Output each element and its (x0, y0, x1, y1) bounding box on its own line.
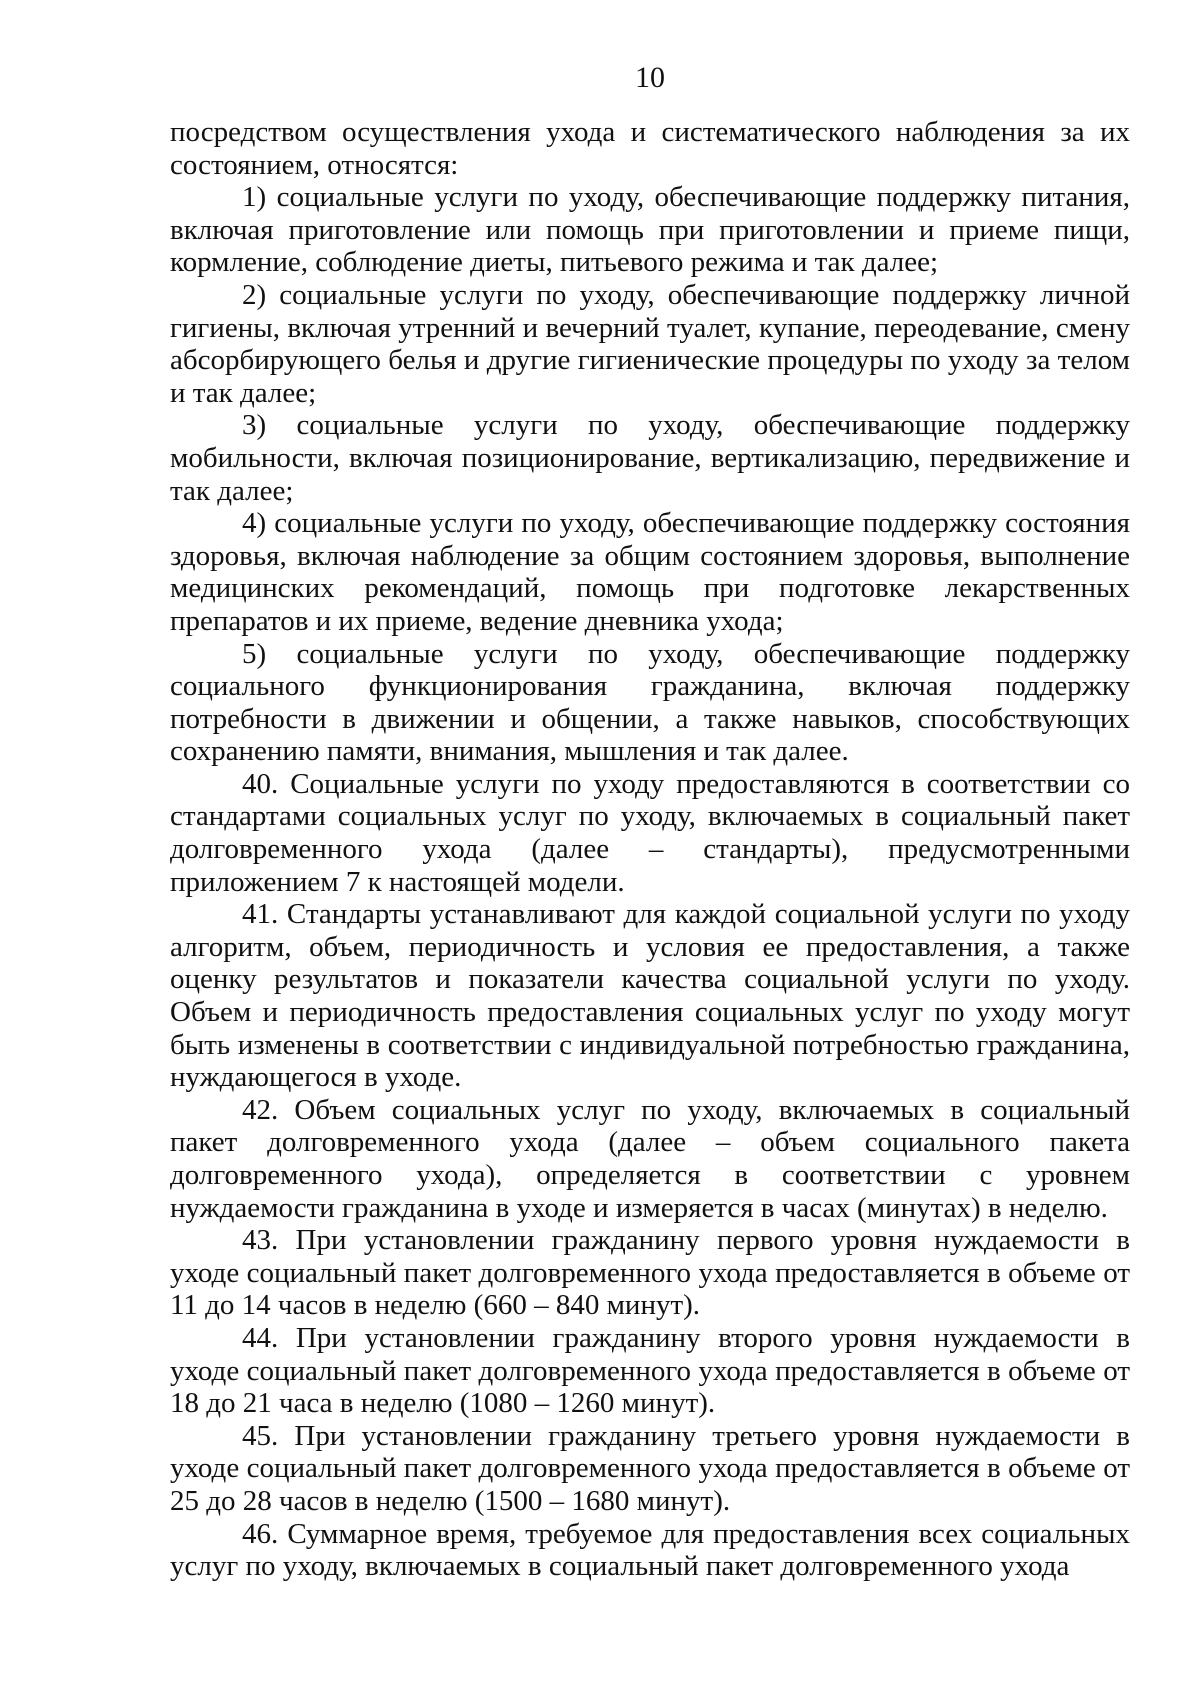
paragraph-clause-40: 40. Социальные услуги по уходу предоставляются в соответствии со стандартами социальных услуг по уходу, включаемых в социальный пакет долговременного ухода (далее – стандарты), предусмотренными приложением 7 к настоящей модели. (170, 767, 1130, 898)
paragraph-item-1: 1) социальные услуги по уходу, обеспечивающие поддержку питания, включая приготовление или помощь при приготовлении и приеме пищи, кормление, соблюдение диеты, питьевого режима и так далее; (170, 181, 1130, 279)
paragraph-clause-44: 44. При установлении гражданину второго уровня нуждаемости в уходе социальный пакет долговременного ухода предоставляется в объеме от 18 до 21 часа в неделю (1080 – 1260 минут). (170, 1321, 1130, 1420)
paragraph-continuation: посредством осуществления ухода и систематического наблюдения за их состоянием, относятся: (170, 116, 1130, 181)
page-number: 10 (635, 61, 665, 94)
paragraph-item-4: 4) социальные услуги по уходу, обеспечивающие поддержку состояния здоровья, включая наблюдение за общим состоянием здоровья, выполнение медицинских рекомендаций, помощь при подготовке лекарственных препаратов и их приеме, ведение дневника ухода; (170, 507, 1130, 637)
document-body (170, 116, 1130, 1583)
paragraph-clause-46: 46. Суммарное время, требуемое для предоставления всех социальных услуг по уходу, включаемых в социальный пакет долговременного ухода (170, 1517, 1130, 1583)
paragraph-item-5: 5) социальные услуги по уходу, обеспечивающие поддержку социального функционирования гражданина, включая поддержку потребности в движении и общении, а также навыков, способствующих сохранению памяти, внимания, мышления и так далее. (170, 637, 1130, 768)
paragraph-clause-43: 43. При установлении гражданину первого уровня нуждаемости в уходе социальный пакет долговременного ухода предоставляется в объеме от 11 до 14 часов в неделю (660 – 840 минут). (170, 1224, 1130, 1322)
paragraph-clause-45: 45. При установлении гражданину третьего уровня нуждаемости в уходе социальный пакет долговременного ухода предоставляется в объеме от 25 до 28 часов в неделю (1500 – 1680 минут). (170, 1419, 1130, 1517)
paragraph-clause-41: 41. Стандарты устанавливают для каждой социальной услуги по уходу алгоритм, объем, периодичность и условия ее предоставления, а также оценку результатов и показатели качества социальной услуги по уходу. Объем и периодичность предоставления социальных услуг по уходу могут быть изменены в соответствии с индивидуальной потребностью гражданина, нуждающегося в уходе. (170, 898, 1130, 1094)
paragraph-item-3: 3) социальные услуги по уходу, обеспечивающие поддержку мобильности, включая позиционирование, вертикализацию, передвижение и так далее; (170, 409, 1130, 507)
paragraph-clause-42: 42. Объем социальных услуг по уходу, включаемых в социальный пакет долговременного ухода (далее – объем социального пакета долговременного ухода), определяется в соответствии с уровнем нуждаемости гражданина в уходе и измеряется в часах (минутах) в неделю. (170, 1093, 1130, 1224)
paragraph-item-2: 2) социальные услуги по уходу, обеспечивающие поддержку личной гигиены, включая утренний и вечерний туалет, купание, переодевание, смену абсорбирующего белья и другие гигиенические процедуры по уходу за телом и так далее; (170, 278, 1130, 409)
